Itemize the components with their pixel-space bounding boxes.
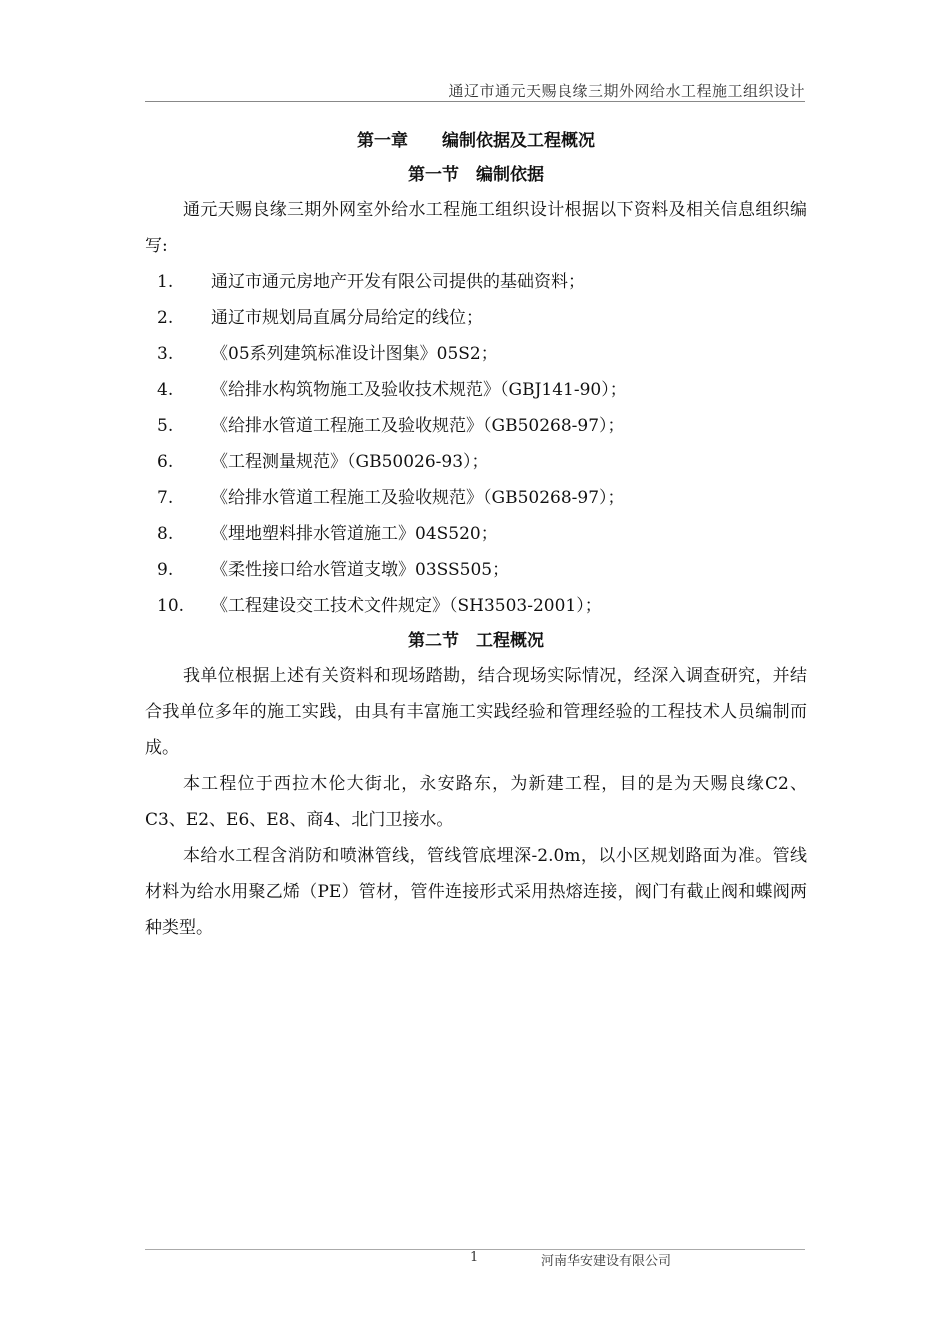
reference-list <box>145 264 807 624</box>
list-item <box>145 588 807 624</box>
section-2-paragraph-2: 本工程位于西拉木伦大街北，永安路东，为新建工程，目的是为天赐良缘C2、C3、E2、E6、E8、商4、北门卫接水。 <box>145 774 807 830</box>
list-item <box>145 408 807 444</box>
list-item <box>145 264 807 300</box>
list-number: 8. <box>157 524 174 544</box>
chapter-title: 第一章 编制依据及工程概况 <box>357 131 595 151</box>
header-title: 通辽市通元天赐良缘三期外网给水工程施工组织设计 <box>448 82 805 100</box>
list-number: 5. <box>157 416 174 436</box>
list-text: 通辽市通元房地产开发有限公司提供的基础资料； <box>211 272 585 292</box>
footer-company: 河南华安建设有限公司 <box>541 1254 672 1269</box>
section-title-2: 第二节 工程概况 <box>408 631 544 651</box>
list-number: 3. <box>157 344 174 364</box>
list-item <box>145 300 807 336</box>
header-divider <box>145 101 805 102</box>
list-text: 《给排水管道工程施工及验收规范》（GB50268-97）； <box>211 488 625 508</box>
list-number: 9. <box>157 560 174 580</box>
list-text: 《埋地塑料排水管道施工》04S520； <box>211 524 498 544</box>
list-item <box>145 336 807 372</box>
list-number: 7. <box>157 488 174 508</box>
list-item <box>145 444 807 480</box>
list-number: 4. <box>157 380 174 400</box>
list-text: 《工程测量规范》（GB50026-93）； <box>211 452 489 472</box>
section-1-intro: 通元天赐良缘三期外网室外给水工程施工组织设计根据以下资料及相关信息组织编写: <box>145 200 807 256</box>
list-text: 《柔性接口给水管道支墩》03SS505； <box>211 560 510 580</box>
list-text: 通辽市规划局直属分局给定的线位； <box>211 308 483 328</box>
list-text: 《给排水管道工程施工及验收规范》（GB50268-97）； <box>211 416 625 436</box>
section-2-paragraph-3: 本给水工程含消防和喷淋管线，管线管底埋深-2.0m，以小区规划路面为准。管线材料为给水用聚乙烯（PE）管材，管件连接形式采用热熔连接，阀门有截止阀和蝶阀两种类型。 <box>145 846 807 938</box>
list-text: 《05系列建筑标准设计图集》05S2； <box>211 344 498 364</box>
list-item <box>145 552 807 588</box>
list-item <box>145 516 807 552</box>
list-number: 6. <box>157 452 174 472</box>
section-title-1: 第一节 编制依据 <box>408 165 544 185</box>
list-item <box>145 372 807 408</box>
list-number: 1. <box>157 272 174 292</box>
list-text: 《工程建设交工技术文件规定》（SH3503-2001）； <box>211 596 602 616</box>
section-2-paragraph-1: 我单位根据上述有关资料和现场踏勘，结合现场实际情况，经深入调查研究，并结合我单位多年的施工实践，由具有丰富施工实践经验和管理经验的工程技术人员编制而成。 <box>145 666 807 758</box>
page-number: 1 <box>470 1250 479 1265</box>
list-number: 2. <box>157 308 174 328</box>
list-text: 《给排水构筑物施工及验收技术规范》（GBJ141-90）； <box>211 380 627 400</box>
document-body <box>145 124 807 946</box>
list-item <box>145 480 807 516</box>
list-number: 10. <box>157 596 185 616</box>
